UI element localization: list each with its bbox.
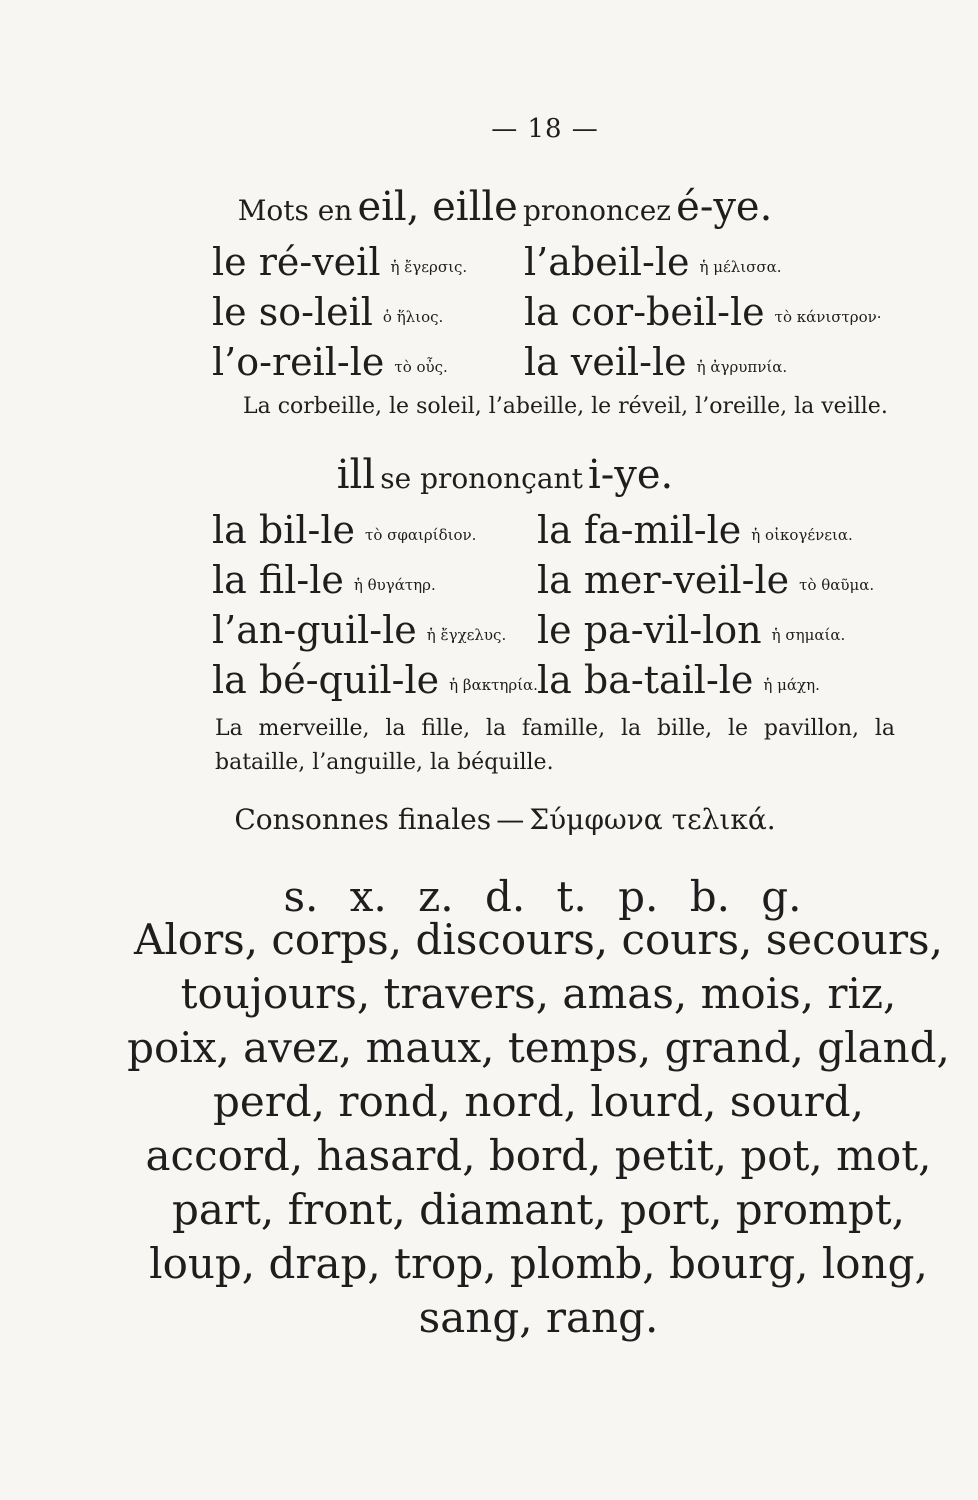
heading-sound: i-ye. [587,452,674,498]
vocab-word: la fil-le [212,558,344,602]
vocab-word: l’an-guil-le [212,608,417,652]
vocab-word: la ba-tail-le [537,658,754,702]
example-sentence: La corbeille, le soleil, l’abeille, le réveil, l’oreille, la veille. [243,394,888,419]
vocab-word: la bil-le [212,508,356,552]
word-line: accord, hasard, bord, petit, pot, mot, [145,1131,932,1180]
vocab-word: l’abeil-le [524,240,690,284]
final-consonant-words [0,913,978,1345]
vocab-word: l’o-reil-le [212,340,385,384]
vocab-row [212,558,902,606]
word-line: sang, rang. [418,1293,659,1342]
greek-gloss: τὸ κάνιστρον· [774,308,882,326]
greek-gloss: τὸ θαῦμα. [799,576,875,594]
greek-gloss: ἡ μάχη. [763,676,820,694]
heading-sound: é-ye. [676,184,773,230]
heading-greek: Σύμφωνα τελικά. [529,803,776,836]
vocab-word: le so-leil [212,290,373,334]
greek-gloss: ἡ ἀγρυπνία. [696,358,788,376]
section-ill-heading [0,452,978,498]
word-line: loup, drap, trop, plomb, bourg, long, [149,1239,928,1288]
word-line: part, front, diamant, port, prompt, [172,1185,905,1234]
section-eil-heading [0,184,978,230]
greek-gloss: ἡ βακτηρία. [449,676,538,694]
vocab-word: la veil-le [524,340,687,384]
word-line: perd, rond, nord, lourd, sourd, [212,1077,865,1126]
greek-gloss: ἡ θυγάτηρ. [353,576,436,594]
vocab-word: la cor-beil-le [524,290,765,334]
word-line: poix, avez, maux, temps, grand, gland, [127,1023,950,1072]
vocab-word: la bé-quil-le [212,658,440,702]
vocab-row [212,508,902,556]
greek-gloss: ἡ ἔγχελυς. [426,626,507,644]
greek-gloss: ὁ ἥλιος. [382,308,444,326]
word-line: Alors, corps, discours, cours, secours, [134,915,943,964]
heading-term: eil, eille [357,184,518,230]
example-sentence: La merveille, la fille, la famille, la bille, le pavillon, la bataille, l’anguille, la béquille. [215,716,895,775]
greek-gloss: ἡ μέλισσα. [699,258,782,276]
heading-middle: prononcez [522,194,672,227]
section-consonants-heading [0,803,978,836]
page-number: — 18 — [491,114,599,144]
greek-gloss: τὸ σφαιρίδιον. [365,526,477,544]
heading-middle: se prononçant [380,462,583,495]
heading-title: Consonnes finales [234,803,492,836]
vocab-row [212,290,902,338]
heading-prefix: Mots en [237,194,353,227]
vocab-word: le pa-vil-lon [537,608,762,652]
vocab-row [212,658,902,706]
greek-gloss: ἡ σημαία. [771,626,846,644]
greek-gloss: ἡ οἰκογένεια. [751,526,853,544]
greek-gloss: τὸ οὖς. [394,358,448,376]
greek-gloss: ἡ ἔγερσις. [390,258,468,276]
heading-dash: — [496,803,525,836]
vocab-row [212,240,902,288]
consonant-list: s. x. z. d. t. p. b. g. [283,872,802,921]
heading-term: ill [336,452,376,498]
vocab-word: la mer-veil-le [537,558,790,602]
vocab-row [212,340,902,388]
vocab-row [212,608,902,656]
vocab-word: la fa-mil-le [537,508,742,552]
word-line: toujours, travers, amas, mois, riz, [180,969,897,1018]
vocab-word: le ré-veil [212,240,381,284]
